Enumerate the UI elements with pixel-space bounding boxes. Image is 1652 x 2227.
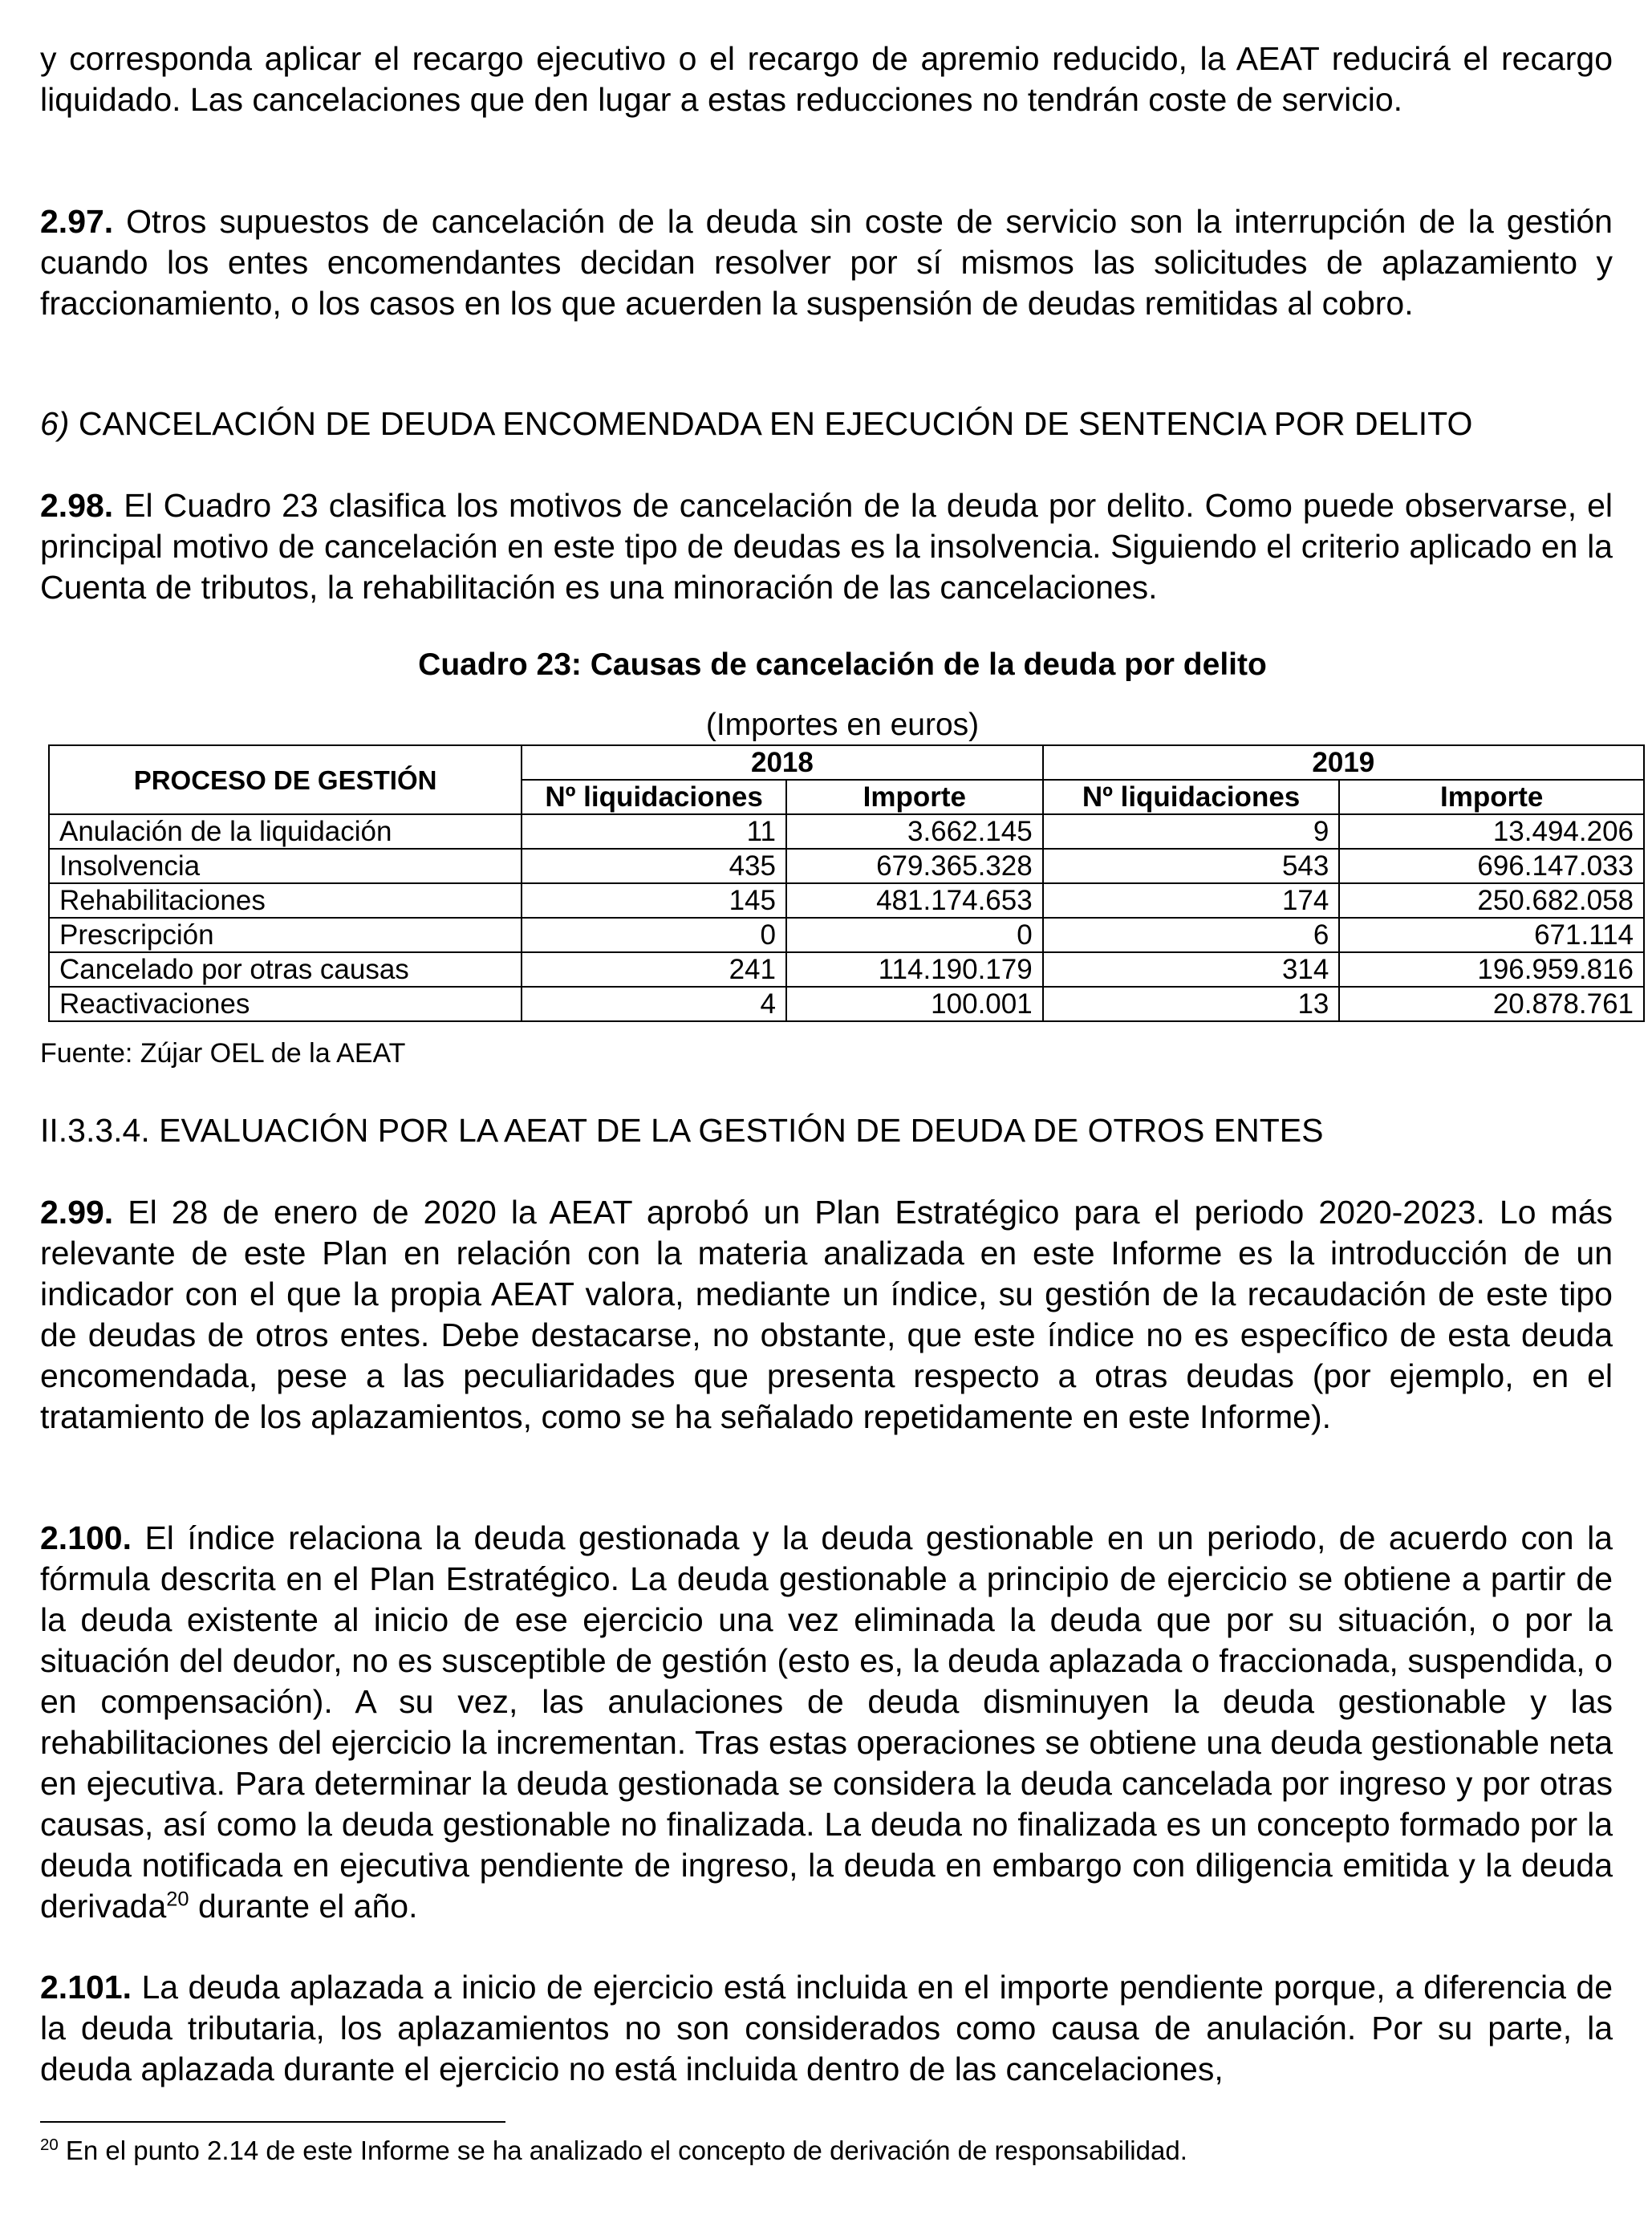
paragraph-text: El 28 de enero de 2020 la AEAT aprobó un Plan Estratégico para el periodo 2020-2023. Lo más relevante de este Plan en relación con la materia analizada en este Informe es la introducción de un indicador con el que la propia AEAT valora, mediante un índice, su gestión de la recaudación de este tipo de deudas de otros entes. Debe destacarse, no obstante, que este índice no es específico de esta deuda encomendada, pese a las peculiaridades que presenta respecto a otras deudas (por ejemplo, en el tratamiento de los aplazamientos, como se ha señalado repetidamente en este Informe). <box>40 1194 1613 1435</box>
header-liquidaciones: Nº liquidaciones <box>1043 780 1340 814</box>
table-row <box>49 883 1644 918</box>
table-row <box>49 814 1644 849</box>
cell-imp-2018: 0 <box>786 918 1043 952</box>
paragraph-text-tail: durante el año. <box>189 1888 418 1925</box>
row-label: Anulación de la liquidación <box>49 814 522 849</box>
paragraph-2-99 <box>40 1192 1613 1438</box>
cell-imp-2019: 20.878.761 <box>1339 987 1644 1021</box>
paragraph-number: 2.99. <box>40 1194 114 1231</box>
paragraph-text: Otros supuestos de cancelación de la deuda sin coste de servicio son la interrupción de la gestión cuando los entes encomendantes decidan resolver por sí mismos las solicitudes de aplazamiento y fraccionamiento, o los casos en los que acuerden la suspensión de deudas remitidas al cobro. <box>40 203 1613 322</box>
cell-liq-2018: 4 <box>522 987 786 1021</box>
header-year-2019: 2019 <box>1043 745 1644 780</box>
cell-imp-2019: 196.959.816 <box>1339 952 1644 987</box>
paragraph-text: El Cuadro 23 clasifica los motivos de cancelación de la deuda por delito. Como puede observarse, el principal motivo de cancelación en este tipo de deudas es la insolvencia. Siguiendo el criterio aplicado en la Cuenta de tributos, la rehabilitación es una minoración de las cancelaciones. <box>40 487 1613 606</box>
paragraph-number: 2.101. <box>40 1969 132 2006</box>
cell-liq-2019: 13 <box>1043 987 1340 1021</box>
paragraph-text: La deuda aplazada a inicio de ejercicio está incluida en el importe pendiente porque, a diferencia de la deuda tributaria, los aplazamientos no son considerados como causa de anulación. Por su parte, la deuda aplazada durante el ejercicio no está incluida dentro de las cancelaciones, <box>40 1969 1613 2087</box>
cell-imp-2019: 13.494.206 <box>1339 814 1644 849</box>
paragraph-number: 2.97. <box>40 203 114 240</box>
cell-imp-2018: 679.365.328 <box>786 849 1043 883</box>
header-importe: Importe <box>786 780 1043 814</box>
paragraph-number: 2.100. <box>40 1519 132 1556</box>
cell-imp-2018: 3.662.145 <box>786 814 1043 849</box>
footnote-text: En el punto 2.14 de este Informe se ha analizado el concepto de derivación de responsabilidad. <box>58 2136 1187 2165</box>
footnote-number: 20 <box>40 2136 59 2154</box>
cell-imp-2019: 696.147.033 <box>1339 849 1644 883</box>
table-row <box>49 918 1644 952</box>
table-row <box>49 952 1644 987</box>
paragraph-2-100 <box>40 1518 1613 1927</box>
row-label: Rehabilitaciones <box>49 883 522 918</box>
cell-imp-2019: 250.682.058 <box>1339 883 1644 918</box>
cell-liq-2018: 241 <box>522 952 786 987</box>
header-year-2018: 2018 <box>522 745 1043 780</box>
header-importe: Importe <box>1339 780 1644 814</box>
cell-liq-2019: 314 <box>1043 952 1340 987</box>
section-heading-6 <box>40 404 1472 444</box>
footnote-reference[interactable]: 20 <box>166 1888 189 1911</box>
cell-imp-2018: 481.174.653 <box>786 883 1043 918</box>
cell-imp-2019: 671.114 <box>1339 918 1644 952</box>
cell-liq-2018: 0 <box>522 918 786 952</box>
paragraph-text: y corresponda aplicar el recargo ejecutivo o el recargo de apremio reducido, la AEAT reducirá el recargo liquidado. Las cancelaciones que den lugar a estas reducciones no tendrán coste de servicio. <box>40 40 1613 118</box>
paragraph-2-98 <box>40 485 1613 608</box>
data-table <box>48 744 1645 1022</box>
table-row <box>49 849 1644 883</box>
table-subtitle: (Importes en euros) <box>705 708 980 742</box>
cell-liq-2018: 145 <box>522 883 786 918</box>
table-row <box>49 987 1644 1021</box>
row-label: Cancelado por otras causas <box>49 952 522 987</box>
cell-imp-2018: 100.001 <box>786 987 1043 1021</box>
row-label: Prescripción <box>49 918 522 952</box>
paragraph-continuation <box>40 39 1613 120</box>
heading-text: CANCELACIÓN DE DEUDA ENCOMENDADA EN EJECUCIÓN DE SENTENCIA POR DELITO <box>69 405 1473 442</box>
cell-liq-2018: 11 <box>522 814 786 849</box>
cell-liq-2019: 174 <box>1043 883 1340 918</box>
cell-liq-2018: 435 <box>522 849 786 883</box>
heading-number: 6) <box>40 405 70 442</box>
table-header-row <box>49 745 1644 780</box>
paragraph-number: 2.98. <box>40 487 114 524</box>
footnote-separator <box>40 2121 505 2123</box>
paragraph-2-101 <box>40 1967 1613 2090</box>
row-label: Reactivaciones <box>49 987 522 1021</box>
header-liquidaciones: Nº liquidaciones <box>522 780 786 814</box>
cell-liq-2019: 6 <box>1043 918 1340 952</box>
footnote <box>40 2134 1187 2168</box>
table-source: Fuente: Zújar OEL de la AEAT <box>40 1038 406 1069</box>
header-process: PROCESO DE GESTIÓN <box>49 745 522 814</box>
table-title: Cuadro 23: Causas de cancelación de la deuda por delito <box>418 647 1267 682</box>
cell-imp-2018: 114.190.179 <box>786 952 1043 987</box>
cell-liq-2019: 9 <box>1043 814 1340 849</box>
paragraph-text: El índice relaciona la deuda gestionada y la deuda gestionable en un periodo, de acuerdo con la fórmula descrita en el Plan Estratégico. La deuda gestionable a principio de ejercicio se obtiene a partir de la deuda existente al inicio de ese ejercicio una vez eliminada la deuda que por su situación, o por la situación del deudor, no es susceptible de gestión (esto es, la deuda aplazada o fraccionada, suspendida, o en compensación). A su vez, las anulaciones de deuda disminuyen la deuda gestionable y las rehabilitaciones del ejercicio la incrementan. Tras estas operaciones se obtiene una deuda gestionable neta en ejecutiva. Para determinar la deuda gestionada se considera la deuda cancelada por ingreso y por otras causas, así como la deuda gestionable no finalizada. La deuda no finalizada es un concepto formado por la deuda notificada en ejecutiva pendiente de ingreso, la deuda en embargo con diligencia emitida y la deuda derivada <box>40 1519 1613 1925</box>
cell-liq-2019: 543 <box>1043 849 1340 883</box>
paragraph-2-97 <box>40 201 1613 324</box>
row-label: Insolvencia <box>49 849 522 883</box>
section-heading-ii-3-3-4: II.3.3.4. EVALUACIÓN POR LA AEAT DE LA GESTIÓN DE DEUDA DE OTROS ENTES <box>40 1112 1324 1149</box>
